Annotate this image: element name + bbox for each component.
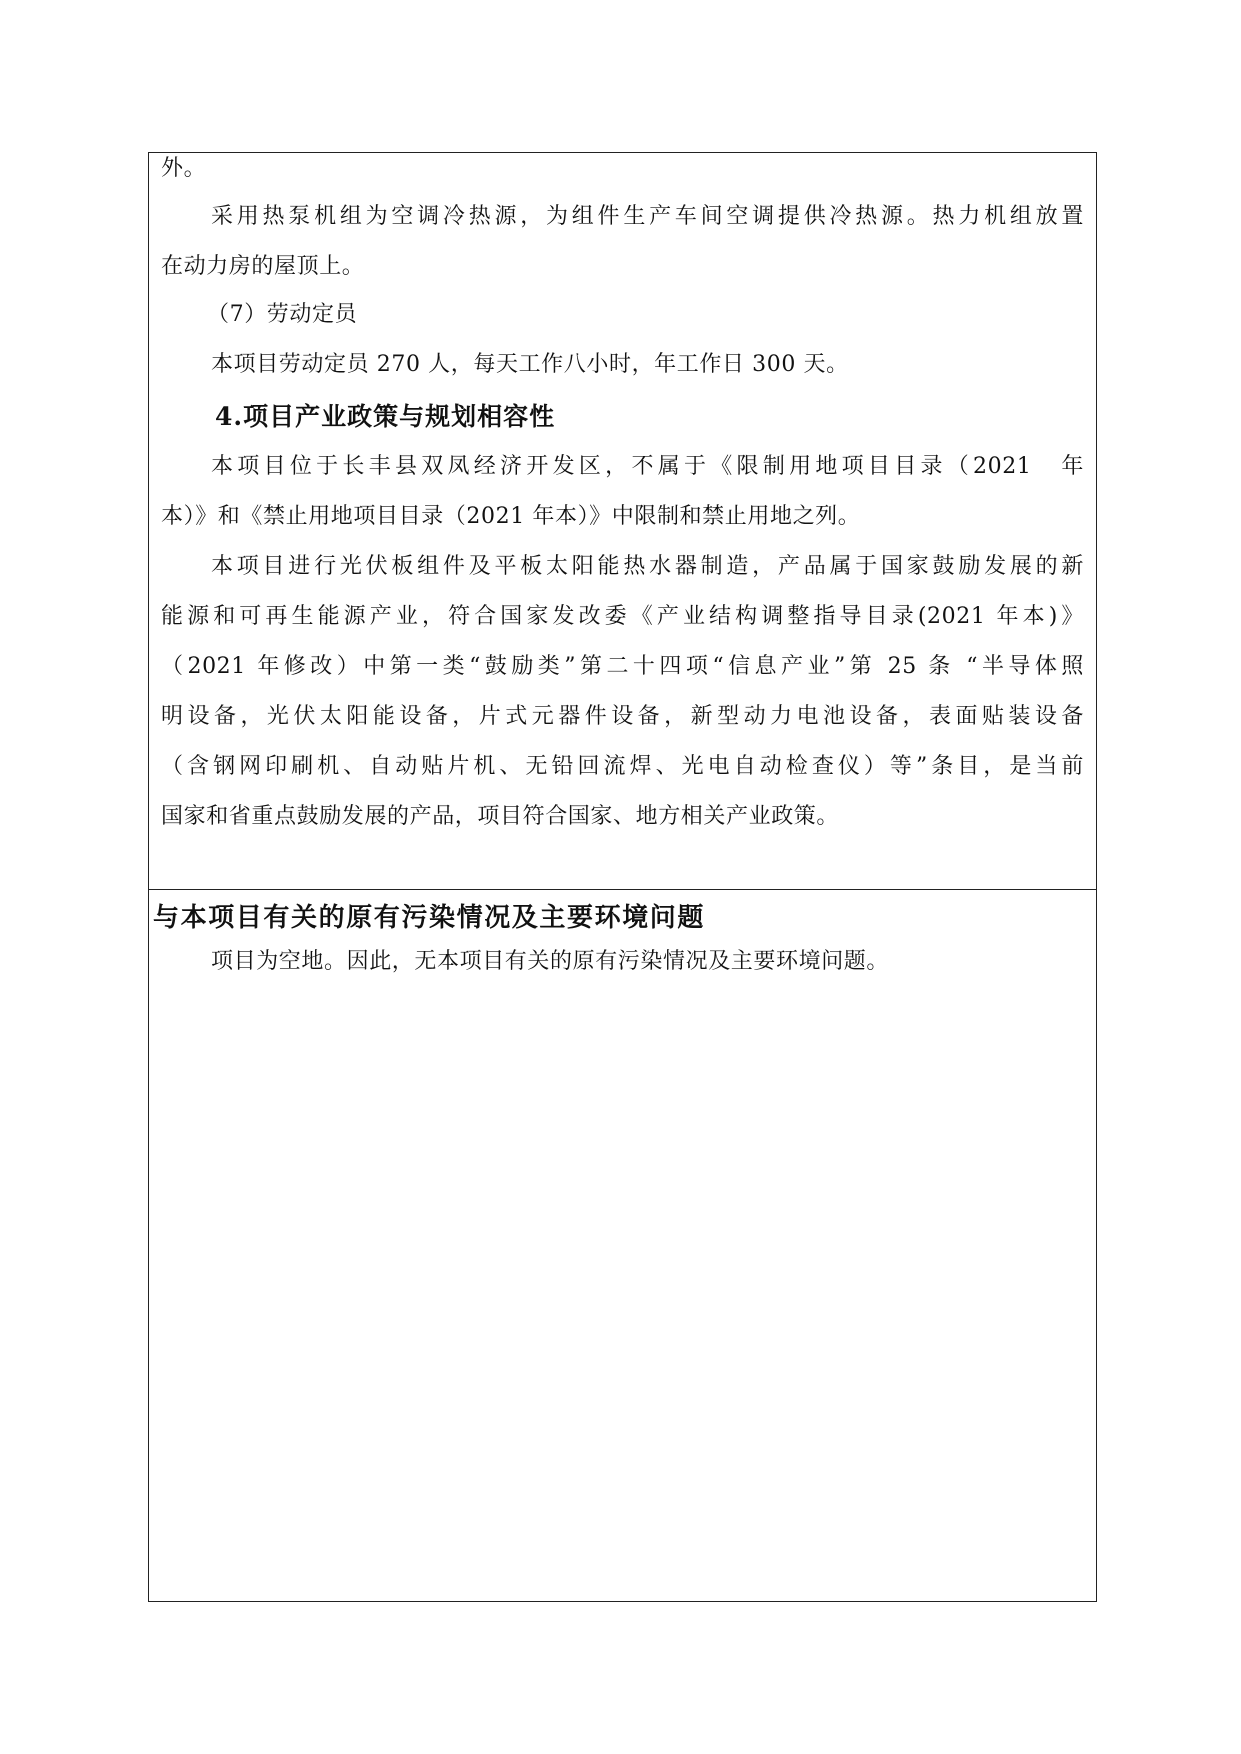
text-line: 在动力房的屋顶上。 <box>161 254 365 279</box>
text-line: 采用热泵机组为空调冷热源，为组件生产车间空调提供冷热源。热力机组放置 <box>211 204 1084 229</box>
text-line: 本项目进行光伏板组件及平板太阳能热水器制造，产品属于国家鼓励发展的新 <box>211 554 1084 579</box>
section-heading-policy: 4.项目产业政策与规划相容性 <box>215 402 556 431</box>
table-divider <box>149 889 1096 890</box>
text-line: 本）》和《禁止用地项目目录（2021 年本）》中限制和禁止用地之列。 <box>161 504 861 529</box>
section-heading-pollution: 与本项目有关的原有污染情况及主要环境问题 <box>153 903 706 933</box>
text-line: 明设备，光伏太阳能设备，片式元器件设备，新型动力电池设备，表面贴装设备 <box>161 704 1084 729</box>
text-line: 项目为空地。因此，无本项目有关的原有污染情况及主要环境问题。 <box>211 949 890 974</box>
text-line: 国家和省重点鼓励发展的产品，项目符合国家、地方相关产业政策。 <box>161 804 840 829</box>
text-line: 能源和可再生能源产业，符合国家发改委《产业结构调整指导目录(2021 年本)》 <box>161 604 1084 629</box>
text-line: 本项目劳动定员 270 人，每天工作八小时，年工作日 300 天。 <box>211 352 849 377</box>
text-line: （2021 年修改）中第一类“鼓励类”第二十四项“信息产业”第 25 条 “半导体照 <box>161 654 1084 679</box>
subheading-labor: （7）劳动定员 <box>207 302 358 327</box>
text-line: 外。 <box>161 156 207 181</box>
text-line: （含钢网印刷机、自动贴片机、无铅回流焊、光电自动检查仪）等”条目，是当前 <box>161 754 1084 779</box>
text-line: 本项目位于长丰县双凤经济开发区，不属于《限制用地项目目录（2021 年 <box>211 454 1084 479</box>
document-table-frame <box>148 152 1097 1602</box>
